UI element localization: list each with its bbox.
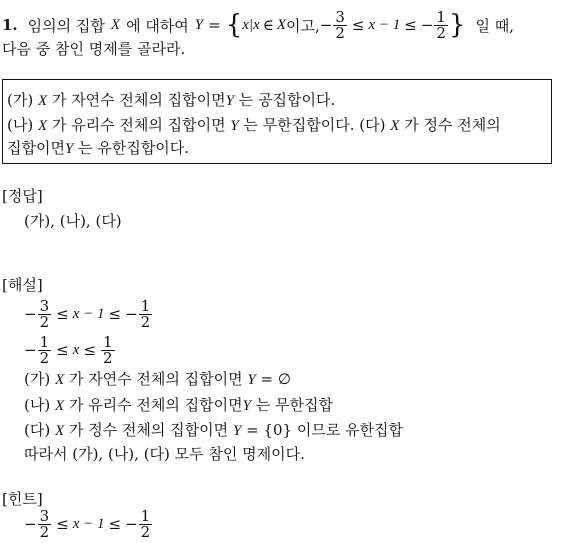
statement-ga: (가) X 가 자연수 전체의 집합이면Y 는 공집합이다. bbox=[7, 91, 336, 109]
explanation-ga: (가) X 가 자연수 전체의 집합이면 Y = ∅ bbox=[24, 370, 291, 388]
statement-na-da: (나) X 가 유리수 전체의 집합이면 Y 는 무한집합이다. (다) X 가 정수 전체의 bbox=[7, 116, 501, 134]
fraction-three-halves: $\frac{3}{2}$ bbox=[335, 7, 345, 42]
problem-statement: 1. 임의의 집합 X 에 대하여 Y = { x|x ∈ X 이고, − $\frac{3}{2}$ ≤ x − 1 ≤ − $\frac{1}{2}$ } 일 때, bbox=[2, 7, 515, 42]
hint-ineq: − $\frac{3}{2}$ ≤ x − 1 ≤ − $\frac{1}{2}$ bbox=[24, 506, 151, 541]
fraction-one-half: $\frac{1}{2}$ bbox=[436, 7, 446, 42]
problem-number: 1. bbox=[2, 16, 18, 34]
explanation-ineq-2: − $\frac{1}{2}$ ≤ x ≤ $\frac{1}{2}$ bbox=[24, 332, 113, 367]
explanation-heading: [해설] bbox=[2, 276, 43, 294]
answer-heading: [정답] bbox=[2, 187, 43, 205]
statement-da-cont: 집합이면Y 는 유한집합이다. bbox=[7, 139, 190, 157]
explanation-na: (나) X 가 유리수 전체의 집합이면Y 는 무한집합 bbox=[24, 396, 333, 414]
explanation-ineq-1: − $\frac{3}{2}$ ≤ x − 1 ≤ − $\frac{1}{2}$ bbox=[24, 296, 151, 331]
explanation-conclusion: 따라서 (가), (나), (다) 모두 참인 명제이다. bbox=[24, 445, 305, 463]
problem-line-2: 다음 중 참인 명제를 골라라. bbox=[2, 40, 186, 58]
answer-text: (가), (나), (다) bbox=[24, 212, 122, 230]
hint-heading: [힌트] bbox=[2, 490, 43, 508]
explanation-da: (다) X 가 정수 전체의 집합이면 Y = {0} 이므로 유한집합 bbox=[24, 421, 404, 439]
